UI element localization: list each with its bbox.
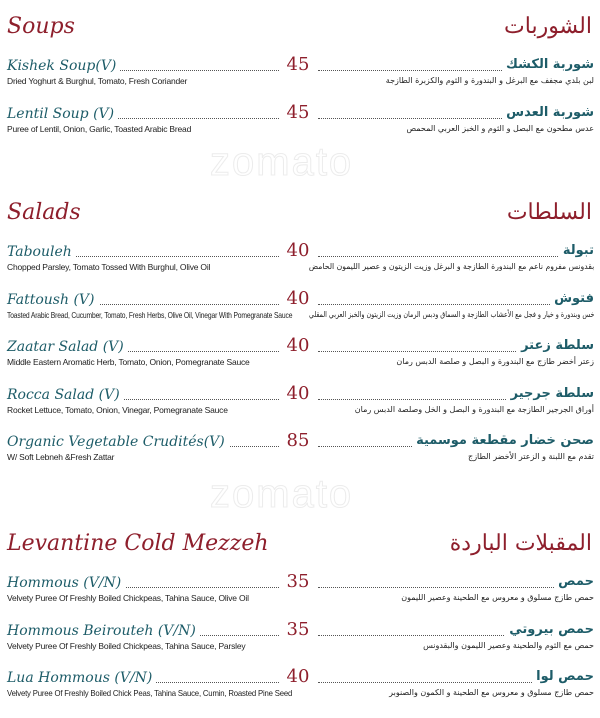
item-description-ar: خس وبندورة و خيار و فجل مع الأعشاب الطازجة و السماق ودبس الرمان وزيت الزيتون والخبز العربي المقلي [308, 309, 594, 319]
menu-item [0, 571, 600, 623]
item-name-ar: شوربة العدس [502, 105, 594, 120]
menu-items [0, 240, 600, 482]
item-description-ar: بقدونس مفروم ناعم مع البندورة الطازجة و البرغل وزيت الزيتون و عصير الليمون الحامض [308, 262, 594, 271]
item-name-ar: شوربة الكشك [502, 57, 594, 72]
section-title-ar: الشوربات [504, 14, 592, 39]
item-name-ar: صحن خضار مقطعة موسمية [412, 433, 594, 448]
item-name-en: Hommous Beirouteh (V/N) [7, 623, 200, 639]
item-name-ar: تبولة [559, 243, 594, 258]
item-name-en: Tabouleh [7, 244, 76, 260]
item-price: 40 [286, 240, 310, 261]
menu-item [0, 101, 600, 154]
menu-item [0, 666, 600, 718]
item-price: 85 [286, 430, 310, 451]
menu-item [0, 287, 600, 340]
item-price: 35 [286, 618, 310, 640]
menu-item [0, 430, 600, 482]
item-name-en: Fattoush (V) [7, 292, 99, 308]
item-name-en: Kishek Soup(V) [7, 58, 120, 74]
item-name-en: Rocca Salad (V) [7, 387, 124, 403]
menu-items [0, 54, 600, 153]
section-title-ar: السلطات [506, 200, 592, 225]
item-description-en: Dried Yoghurt & Burghul, Tomato, Fresh Coriander [7, 76, 188, 86]
item-name-en: Organic Vegetable Crudités(V) [7, 434, 229, 450]
dot-leader [318, 256, 594, 257]
section-title-en: Levantine Cold Mezzeh [7, 531, 269, 556]
watermark: zomato [210, 472, 354, 516]
item-name-ar: حمص لوا [532, 669, 594, 684]
item-description-en: Velvety Puree Of Freshly Boiled Chick Peas, Tahina Sauce, Cumin, Roasted Pine Seed [7, 688, 293, 698]
item-description-en: W/ Soft Lebneh &Fresh Zattar [7, 452, 115, 462]
item-price: 40 [286, 335, 310, 356]
item-name-ar: حمص [554, 574, 594, 589]
item-name-en: Lentil Soup (V) [7, 106, 118, 122]
item-price: 40 [286, 287, 310, 309]
item-description-ar: عدس مطحون مع البصل و الثوم و الخبز العربي المحمص [406, 123, 594, 133]
item-name-ar: سلطة زعتر [517, 338, 594, 353]
item-description-ar: حمص طازج مسلوق و معروس مع الطحينة وعصير الليمون [401, 593, 594, 602]
item-description-en: Velvety Puree Of Freshly Boiled Chickpeas, Tahina Sauce, Olive Oil [7, 593, 249, 603]
menu-items [0, 571, 600, 718]
item-description-en: Velvety Puree Of Freshly Boiled Chickpeas, Tahina Sauce, Parsley [7, 640, 246, 651]
menu-item [0, 335, 600, 387]
dot-leader [318, 587, 594, 588]
menu-item [0, 382, 600, 435]
item-description-en: Rocket Lettuce, Tomato, Onion, Vinegar, Pomegranate Sauce [7, 404, 228, 415]
item-price: 40 [286, 666, 310, 687]
section-title-ar: المقبلات الباردة [449, 531, 592, 556]
item-description-en: Chopped Parsley, Tomato Tossed With Burghul, Olive Oil [7, 262, 211, 272]
item-description-ar: تقدم مع اللبنة و الزعتر الأخضر الطازج [468, 452, 594, 461]
item-description-ar: زعتر أخضر طازج مع البندورة و البصل و صلصة الدبس رمان [396, 357, 594, 366]
item-price: 45 [286, 101, 310, 123]
item-description-ar: حمص مع الثوم والطحينة وعصير الليمون والبقدونس [423, 640, 594, 650]
item-price: 35 [286, 571, 310, 592]
menu-item [0, 54, 600, 106]
item-description-ar: حمص طازج مسلوق و معروس مع الطحينة و الكمون والصنوبر [389, 688, 594, 697]
menu-item [0, 618, 600, 671]
item-price: 40 [286, 382, 310, 404]
item-description-ar: أوراق الجرجير الطازجة مع البندورة و البصل و الخل وصلصة الدبس رمان [354, 404, 594, 414]
item-description-en: Toasted Arabic Bread, Cucumber, Tomato, Fresh Herbs, Olive Oil, Vinegar With Pomegranate Sauce [7, 309, 293, 320]
item-name-ar: سلطة جرجير [507, 386, 594, 401]
section-title-en: Soups [7, 14, 75, 39]
menu-item [0, 240, 600, 292]
item-description-en: Puree of Lentil, Onion, Garlic, Toasted Arabic Bread [7, 123, 192, 134]
item-price: 45 [286, 54, 310, 75]
item-name-ar: حمص بيروتي [505, 622, 594, 637]
item-description-ar: لبن بلدي مجفف مع البرغل و البندورة و الثوم والكزبرة الطازجة [385, 76, 594, 85]
item-name-en: Zaatar Salad (V) [7, 339, 128, 355]
item-description-en: Middle Eastern Aromatic Herb, Tomato, Onion, Pomegranate Sauce [7, 357, 250, 367]
item-name-en: Lua Hommous (V/N) [7, 670, 156, 686]
item-name-en: Hommous (V/N) [7, 575, 125, 591]
item-name-ar: فتوش [550, 291, 594, 306]
watermark: zomato [210, 140, 354, 184]
section-title-en: Salads [7, 200, 81, 225]
